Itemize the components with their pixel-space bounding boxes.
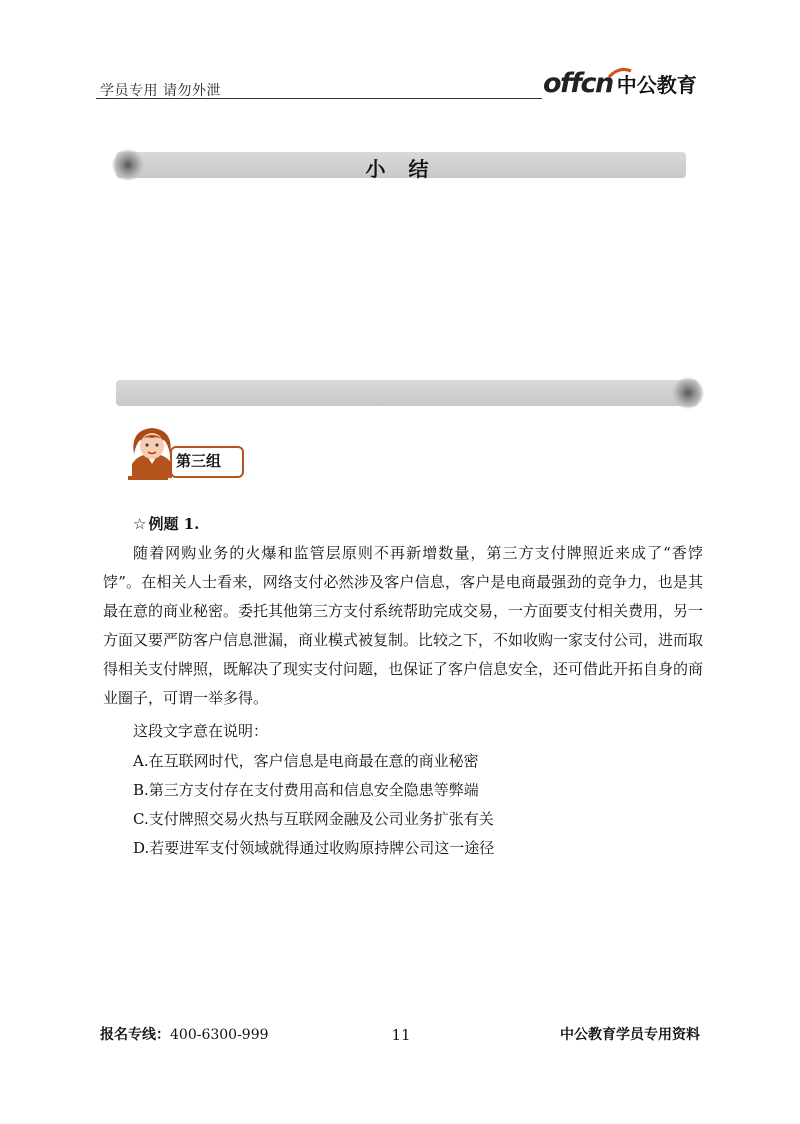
header-text: 学员专用 请勿外泄 <box>100 83 221 99</box>
group-badge <box>128 424 258 480</box>
footer-hotline <box>100 1024 269 1044</box>
question-title <box>133 513 199 534</box>
option-c: C.支付牌照交易火热与互联网金融及公司业务扩张有关 <box>133 810 494 828</box>
hotline-number: 400-6300-999 <box>170 1027 269 1043</box>
hotline-label: 报名专线： <box>100 1027 170 1043</box>
logo-en-text: offcn <box>543 68 613 99</box>
question-title-text: 例题 1. <box>148 515 200 533</box>
option-d: D.若要进军支付领域就得通过收购原持牌公司这一途径 <box>133 839 495 857</box>
header-rule <box>96 98 542 99</box>
summary-title: 小 结 <box>365 157 437 181</box>
group-label: 第三组 <box>176 452 222 470</box>
logo-swoosh-icon <box>607 68 633 78</box>
star-icon: ☆ <box>133 515 147 533</box>
page-number: 11 <box>391 1026 411 1044</box>
offcn-logo <box>543 68 697 102</box>
logo-cn-text: 中公教育 <box>616 73 697 97</box>
question-passage: 随着网购业务的火爆和监管层原则不再新增数量，第三方支付牌照近来成了“香饽饽”。在相关人士看来，网络支付必然涉及客户信息，客户是电商最强劲的竞争力，也是其最在意的商业秘密。委托其他第三方支付系统帮助完成交易，一方面要支付相关费用，另一方面又要严防客户信息泄漏，商业模式被复制。比较之下，不如收购一家支付公司，进而取得相关支付牌照，既解决了现实支付问题，也保证了客户信息安全，还可借此开拓自身的商业圈子，可谓一举多得。 <box>103 544 704 707</box>
answer-options <box>133 747 494 863</box>
bar-dot-decoration <box>672 377 704 409</box>
option-b: B.第三方支付存在支付费用高和信息安全隐患等弊端 <box>133 781 479 799</box>
summary-closing-bar <box>116 380 698 406</box>
question-prompt: 这段文字意在说明： <box>133 722 269 740</box>
option-a: A.在互联网时代，客户信息是电商最在意的商业秘密 <box>133 752 479 770</box>
summary-title-bar <box>116 152 686 181</box>
footer-right-text: 中公教育学员专用资料 <box>560 1027 700 1043</box>
